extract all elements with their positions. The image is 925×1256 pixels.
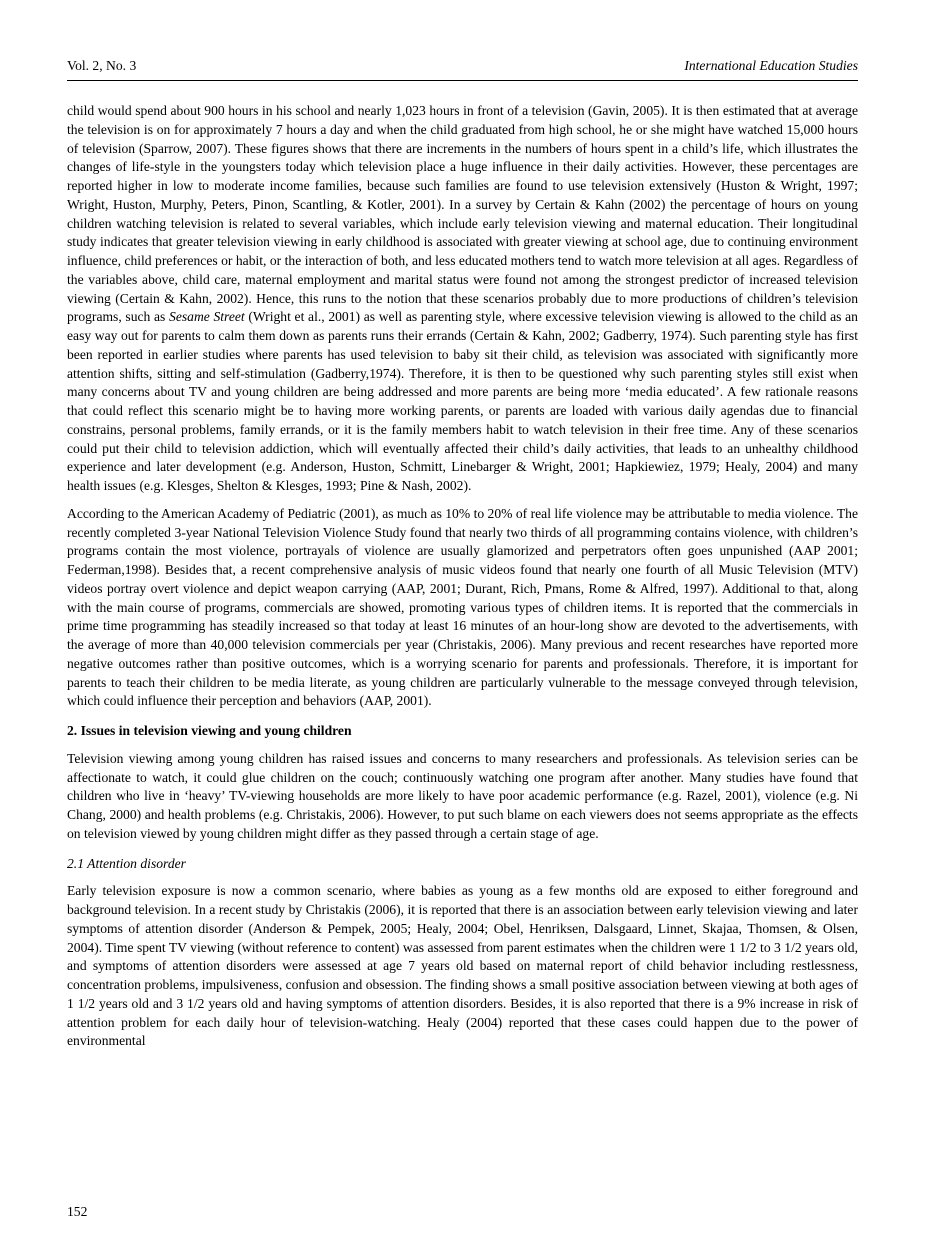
header-volume: Vol. 2, No. 3 bbox=[67, 58, 137, 73]
page-body bbox=[67, 102, 858, 1051]
section-2-heading: 2. Issues in television viewing and young children bbox=[67, 723, 352, 738]
paragraph-1-text: child would spend about 900 hours in his school and nearly 1,023 hours in front of a television (Gavin, 2005). It is then estimated that at average the television is on for approximately 7 hours a day and when the child graduated from high school, he or she might have watched 15,000 hours of television (Sparrow, 2007). These figures shows that there are increments in the numbers of hours spent in a child’s life, which illustrates the changes of life-style in the youngsters today which television place a huge influence in their daily activities. However, these percentages are reported higher in low to moderate income families, because such families are found to use television extensively (Huston & Wright, 1997; Wright, Huston, Murphy, Peters, Pinon, Scantling, & Kotler, 2001). In a survey by Certain & Kahn (2002) the percentage of hours on young children watching television is related to several variables, which include early television viewing and maternal education. Their longitudinal study indicates that greater television viewing in early childhood is associated with greater viewing at school age, due to continuing environment influence, child preferences or habit, or the interaction of both, and less educated mothers tend to watch more television at all ages. Regardless of the variables above, child care, maternal employment and marital status were found not among the strongest predictor of increased television viewing (Certain & Kahn, 2002). Hence, this runs to the notion that these scenarios probably due to more productions of children’s television programs, such as bbox=[67, 103, 858, 325]
paragraph-1 bbox=[67, 102, 858, 496]
sesame-street-italic: Sesame Street bbox=[169, 309, 245, 325]
paragraph-1-continued: (Wright et al., 2001) as well as parenting style, where excessive television viewing is allowed to the child as an easy way out for parents to calm them down as parents runs their errands (Certain & Kahn, 2002; Gadberry, 1974). Such parenting style has first been reported in earlier studies where parents has used television to baby sit their child, as television was associated with significantly more attention shifts, sitting and self-stimulation (Gadberry,1974). Therefore, it is then to be questioned why such parenting styles still exist when many concerns about TV and young children are being addressed and more parents are being more ‘media educated’. A few rationale reasons that could reflect this scenario might be to having more working parents, or parents are loaded with various daily agendas due to financial constrains, personal problems, family errands, or it is the family members habit to watch television in their free time. Any of these scenarios could put their child to television addiction, which will eventually affected their child’s daily activities, that leads to an unhealthy childhood experience and later development (e.g. Anderson, Huston, Schmitt, Linebarger & Wright, 2001; Hapkiewiez, 1979; Healy, 2004) and many health issues (e.g. Klesges, Shelton & Klesges, 1993; Pine & Nash, 2002). bbox=[67, 309, 858, 493]
paragraph-4: Early television exposure is now a common scenario, where babies as young as a few months old are exposed to either foreground and background television. In a recent study by Christakis (2006), it is reported that there is an association between early television viewing and later symptoms of attention disorder (Anderson & Pempek, 2005; Healy, 2004; Obel, Henriksen, Dalsgaard, Linnet, Skajaa, Thomsen, & Olsen, 2004). Time spent TV viewing (without reference to content) was assessed from parent estimates when the children were 1 1/2 to 3 1/2 years old, and symptoms of attention disorders were assessed at age 7 years old based on maternal report of child behavior including restlessness, concentration problems, impulsiveness, confusion and obsession. The finding shows a small positive association between viewing at both ages of 1 1/2 years old and 3 1/2 years old and having symptoms of attention disorders. Besides, it is also reported that there is a 9% increase in risk of attention problem for each daily hour of television-watching. Healy (2004) reported that these cases could happen due to the power of environmental bbox=[67, 883, 858, 1049]
page-number: 152 bbox=[67, 1204, 88, 1219]
paragraph-3: Television viewing among young children has raised issues and concerns to many researchers and professionals. As television series can be affectionate to watch, it could glue children on the couch; continuously watching one program after another. Many studies have found that children who live in ‘heavy’ TV-viewing households are more likely to have poor academic performance (e.g. Razel, 2001), violence (e.g. Ni Chang, 2000) and health problems (e.g. Christakis, 2006). However, to put such blame on each viewers does not seems appropriate as the effects on television viewed by young children might differ as they passed through a certain stage of age. bbox=[67, 750, 858, 841]
page-footer bbox=[67, 1204, 87, 1220]
header-journal-title: International Education Studies bbox=[684, 58, 858, 73]
paragraph-2: According to the American Academy of Pediatric (2001), as much as 10% to 20% of real life violence may be attributable to media violence. The recently completed 3-year National Television Violence Study found that nearly two thirds of all programming contains violence, with children’s programs contain the most violence, portrayals of violence are usually glamorized and perpetrators often goes unpunished (AAP 2001; Federman,1998). Besides that, a recent comprehensive analysis of music videos found that nearly one fourth of all Music Television (MTV) videos portray overt violence and depict weapon carrying (AAP, 2001; Durant, Rich, Pmans, Rome & Alfred, 1997). Additional to that, along with the main course of programs, commercials are showed, promoting various types of children items. It is reported that the commercials in prime time programming has steadily increased so that today at least 16 minutes of an hour-long show are devoted to the advertisements, with the average of more than 40,000 television commercials per year (Christakis, 2006). Many previous and recent researches have reported more negative outcomes rather than positive outcomes, which is a worrying scenario for parents and professionals. Therefore, it is important for parents to teach their children to be media literate, as young children are particularly vulnerable to the message conveyed through television, which could influence their perception and behaviors (AAP, 2001). bbox=[67, 505, 858, 709]
page-header bbox=[67, 58, 858, 81]
section-2-1-heading: 2.1 Attention disorder bbox=[67, 855, 186, 871]
